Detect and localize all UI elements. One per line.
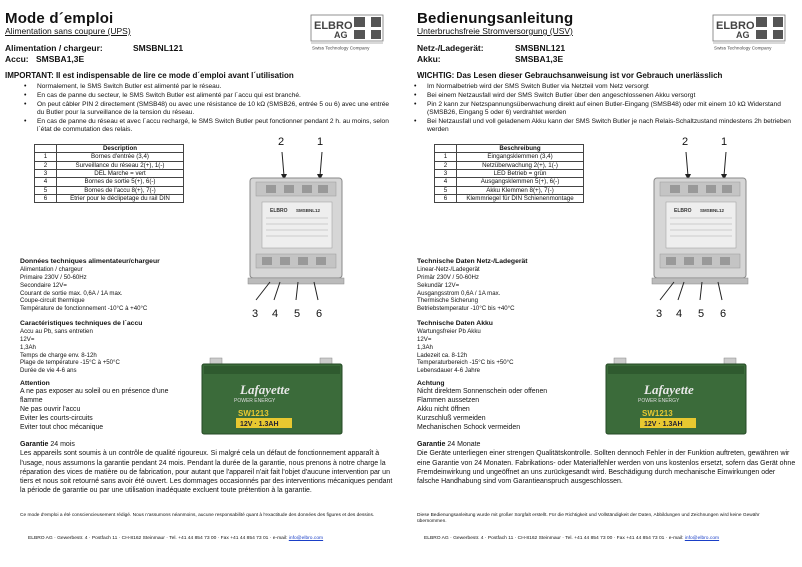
email-link[interactable]: info@elbro.com — [288, 536, 324, 541]
tech-data-charger: Technische Daten Netz-/Ladegerät Linear-Netz-/Ladegerät Primär 230V / 50-60Hz Sekundär 12V= Ausgangsstrom 0,6A / 1A max. Thermische Sicherung Betriebstemperatur -10°C bis +40°C — [417, 258, 617, 313]
warranty-block: Garantie 24 mois Les appareils sont soumis à un contrôle de qualité rigoureux. Si malgré cela un défaut de fonctionnement apparaît à l'usage, nous assumons la garantie pendant 24 mois. Pendant la durée de la garantie, nous prenons à notre charge la réparation des vices de matière ou de fabrication, pour autant que l'appareil n'ait fait l'objet d'aucune intervention par un tiers et nous soit retourné sans avoir été ouvert. Les dommages occasionnés par des interventions mécaniques pendant la période de garantie ou par une utilisation inadéquate excluent toute prétention à la garantie. — [20, 440, 396, 496]
list-item: • En cas de panne du réseau et avec l´accu rechargé, le SMS Switch Butler peut fonctionner pendant 2 h. au moins, selon l´état de commutation des relais. — [22, 118, 390, 135]
ups-device-image — [240, 150, 350, 312]
disclaimer: Diese Bedienungsanleitung wurde mit großer Sorgfalt erstellt. Für die Richtigkeit und Vollständigkeit der Daten, Abbildungen und Zeichnungen wird keine Gewähr übernommen. — [417, 513, 760, 525]
svg-text:12V · 1.3AH: 12V · 1.3AH — [240, 421, 279, 428]
table-row: 1 Bornes d'entrée (3,4) — [35, 153, 184, 161]
callout-6: 6 — [316, 308, 323, 320]
callout-4: 4 — [272, 308, 279, 320]
svg-text:ELBRO: ELBRO — [674, 208, 692, 214]
attention-block: Attention A ne pas exposer au soleil ou en présence d'une flamme Ne pas ouvrir l'accu Eviter les courts-circuits Eviter tout choc mécanique — [20, 380, 180, 432]
section-heading: Attention — [20, 380, 50, 387]
elbro-logo — [712, 14, 784, 51]
list-item: • Normalement, le SMS Switch Butler est alimenté par le réseau. — [22, 83, 390, 91]
callout-4: 4 — [676, 308, 683, 320]
description-table — [434, 144, 584, 203]
page-title: Bedienungsanleitung — [417, 10, 574, 27]
important-notice: WICHTIG: Das Lesen dieser Gebrauchsanweisung ist vor Gebrauch unerlässlich — [417, 71, 723, 80]
model-label-charger: Alimentation / chargeur: — [5, 43, 103, 53]
page-left-french — [0, 0, 398, 567]
table-row: 6 Klemmriegel für DIN Schienenmontage — [435, 194, 584, 202]
svg-text:SMSBNL12: SMSBNL12 — [296, 208, 321, 213]
callout-2: 2 — [278, 136, 285, 148]
footer: ELBRO AG · Gewerbestr. 4 · Postfach 11 · CH-8162 Steinmaur · Tel. +41 44 854 73 00 · Fax +41 44 854 73 01 · e-mail: info@elbro.com — [424, 536, 720, 541]
list-item: • On peut câbler PIN 2 directement (SMSB48) ou avec une résistance de 10 kΩ (SMSB26, entrée 5 ou 6) avec une entrée du Butler pour la surveillance de la tension du réseau. — [22, 101, 390, 118]
warranty-text: Les appareils sont soumis à un contrôle de qualité rigoureux. Si malgré cela un défaut de fonctionnement apparaît à l'usage, nous assumons la garantie pendant 24 mois. Pendant la durée de la garantie, nous prenons à notre charge la réparation des vices de matière ou de fabrication, pour autant que l'appareil n'ait fait l'objet d'aucune intervention par un tiers et nous soit retourné sans avoir été ouvert. Les dommages occasionnés par des interventions mécaniques pendant la période de garantie ou par une utilisation inadéquate excluent toute prétention à la garantie. — [20, 450, 393, 495]
model-value-charger: SMSBNL121 — [133, 43, 184, 53]
device-figure — [644, 136, 754, 326]
table-row: 4 Bornes de sortie 5(+), 6(-) — [35, 178, 184, 186]
page-title: Mode d´emploi — [5, 10, 114, 27]
table-row: 3 LED Betrieb = grün — [435, 169, 584, 177]
section-heading: Technische Daten Akku — [417, 320, 493, 327]
attention-block: Achtung Nicht direktem Sonnenschein oder offenen Flammen aussetzen Akku nicht öffnen Kurzschluß vermeiden Mechanischen Schock vermeiden — [417, 380, 567, 432]
page-subtitle: Alimentation sans coupure (UPS) — [5, 26, 131, 36]
svg-text:SMSBNL12: SMSBNL12 — [700, 208, 725, 213]
footer: ELBRO AG · Gewerbestr. 4 · Postfach 11 · CH-8162 Steinmaur · Tel. +41 44 854 73 00 · Fax +41 44 854 73 01 · e-mail: info@elbro.com — [28, 536, 324, 541]
page-subtitle: Unterbruchsfreie Stromversorgung (USV) — [417, 26, 573, 36]
model-value-accu: SMSBA1,3E — [36, 53, 85, 64]
list-item: • En cas de panne du secteur, le SMS Switch Butler est alimenté par l´accu qui est branché. — [22, 92, 390, 100]
table-row: 1 Eingangsklemmen (3,4) — [435, 153, 584, 161]
svg-text:Swiss Technology Company: Swiss Technology Company — [714, 45, 772, 51]
battery-brand: Lafayette — [644, 382, 694, 397]
section-heading: Achtung — [417, 380, 445, 387]
table-row: 2 Surveillance du réseau 2(+), 1(-) — [35, 161, 184, 169]
section-heading: Technische Daten Netz-/Ladegerät — [417, 258, 528, 265]
callout-3: 3 — [656, 308, 663, 320]
model-value-charger: SMSBNL121 — [515, 43, 566, 53]
battery-image — [200, 356, 345, 438]
list-item: • Pin 2 kann zur Netzspannungsüberwachung direkt auf einen Butler-Eingang (SMSB48) oder mit einem 10 kΩ Widerstand (SMSB26, Eingang 5 oder 6) verdrahtet werden — [412, 101, 792, 118]
table-row: 6 Etrier pour le déclipetage du rail DIN — [35, 194, 184, 202]
logo-text: ELBRO — [716, 20, 755, 32]
table-row: 2 Netzüberwachung 2(+), 1(-) — [435, 161, 584, 169]
callout-6: 6 — [720, 308, 727, 320]
table-header: Description — [57, 145, 184, 153]
callout-2: 2 — [682, 136, 689, 148]
list-item: • Bei einem Netzausfall wird der SMS Switch Butler über den angeschlossenen Akku versorgt — [412, 92, 792, 100]
elbro-logo-graphic — [712, 14, 786, 52]
warranty-text: Die Geräte unterliegen einer strengen Qualitätskontrolle. Sollten dennoch Fehler in der Funktion auftreten, gewähren wir eine Garantie von 24 Monaten. Fabrikations- oder Materialfehler werden von uns kostenlos ersetzt, sofern das Gerät ohne Fremdeinwirkung und ungeöffnet an uns zurückgesandt wird. Beschädigung durch mechanische Einwirkungen oder falsche Handhabung sind vom Garantieanspruch ausgeschlossen. — [417, 450, 796, 486]
callout-5: 5 — [294, 308, 301, 320]
list-item: • Im Normalbetrieb wird der SMS Switch Butler via Netzteil vom Netz versorgt — [412, 83, 792, 91]
tech-data-accu: Technische Daten Akku Wartungsfreier Pb Akku 12V= 1,3Ah Ladezeit ca. 8-12h Temperaturbereich -15°C bis +50°C Lebensdauer 4-6 Jahre — [417, 320, 617, 375]
logo-text: ELBRO — [314, 20, 353, 32]
warranty-block: Garantie 24 Monate Die Geräte unterliegen einer strengen Qualitätskontrolle. Sollten dennoch Fehler in der Funktion auftreten, gewähren wir eine Garantie von 24 Monaten. Fabrikations- oder Materialfehler werden von uns kostenlos ersetzt, sofern das Gerät ohne Fremdeinwirkung und ungeöffnet an uns zurückgesandt wird. Beschädigung durch mechanische Einwirkungen oder falsche Handhabung sind vom Garantieanspruch ausgeschlossen. — [417, 441, 796, 486]
table-row: 5 Bornes de l'accu 8(+), 7(-) — [35, 186, 184, 194]
ups-device-image — [644, 150, 754, 312]
page-right-german — [404, 0, 802, 567]
model-label-accu: Akku: — [417, 53, 441, 64]
svg-text:AG: AG — [736, 30, 750, 40]
callout-5: 5 — [698, 308, 705, 320]
callout-3: 3 — [252, 308, 259, 320]
table-header: Beschreibung — [457, 145, 584, 153]
important-notice: IMPORTANT: Il est indispensable de lire ce mode d´emploi avant l´utilisation — [5, 71, 294, 80]
svg-text:SW1213: SW1213 — [238, 409, 269, 418]
svg-text:AG: AG — [334, 30, 348, 40]
model-value-accu: SMSBA1,3E — [515, 53, 564, 64]
elbro-logo-graphic — [310, 14, 384, 52]
model-label-charger: Netz-/Ladegerät: — [417, 43, 484, 53]
section-heading: Caractéristiques techniques de l´accu — [20, 320, 143, 327]
table-row: 4 Ausgangsklemmen 5(+), 6(-) — [435, 178, 584, 186]
svg-text:ELBRO: ELBRO — [270, 208, 288, 214]
model-block — [417, 43, 565, 64]
device-figure — [240, 136, 350, 326]
table-row: 5 Akku Klemmen 8(+), 7(-) — [435, 186, 584, 194]
elbro-logo — [310, 14, 382, 51]
list-item: • Bei Netzausfall und voll geladenem Akku kann der SMS Switch Butler je nach Relais-Schaltzustand mindestens 2h betrieben werden — [412, 118, 792, 135]
battery-image — [604, 356, 749, 438]
callout-1: 1 — [317, 136, 324, 148]
model-label-accu: Accu: — [5, 53, 29, 64]
model-block — [5, 43, 183, 64]
section-heading: Garantie — [417, 441, 446, 448]
battery-brand: Lafayette — [240, 382, 290, 397]
tech-data-accu: Caractéristiques techniques de l´accu Accu au Pb, sans entretien 12V= 1,3Ah Temps de charge env. 8-12h Plage de température -15°C à +50°C Durée de vie 4-6 ans — [20, 320, 220, 375]
svg-text:Swiss Technology Company: Swiss Technology Company — [312, 45, 370, 51]
bullet-list — [412, 83, 792, 135]
callout-1: 1 — [721, 136, 728, 148]
bullet-list — [22, 83, 390, 135]
table-row: 3 DEL Marche = vert — [35, 169, 184, 177]
tech-data-charger: Données techniques alimentateur/chargeur Alimentation / chargeur Primaire 230V / 50-60Hz Secondaire 12V= Courant de sortie max. 0,6A / 1A max. Coupe-circuit thermique Température de fonctionnement -10°C à +40°C — [20, 258, 220, 313]
svg-text:12V · 1.3AH: 12V · 1.3AH — [644, 421, 683, 428]
section-heading: Données techniques alimentateur/chargeur — [20, 258, 160, 265]
svg-text:POWER ENERGY: POWER ENERGY — [234, 398, 276, 404]
disclaimer: Ce mode d'emploi a été consciencieusement rédigé. Nous n'assumons néanmoins, aucune responsabilité quant à l'exactitude des données des figures et des dessins. — [20, 513, 375, 518]
svg-text:POWER ENERGY: POWER ENERGY — [638, 398, 680, 404]
description-table — [34, 144, 184, 203]
section-heading: Garantie — [20, 441, 49, 448]
email-link[interactable]: info@elbro.com — [684, 536, 720, 541]
svg-text:SW1213: SW1213 — [642, 409, 673, 418]
